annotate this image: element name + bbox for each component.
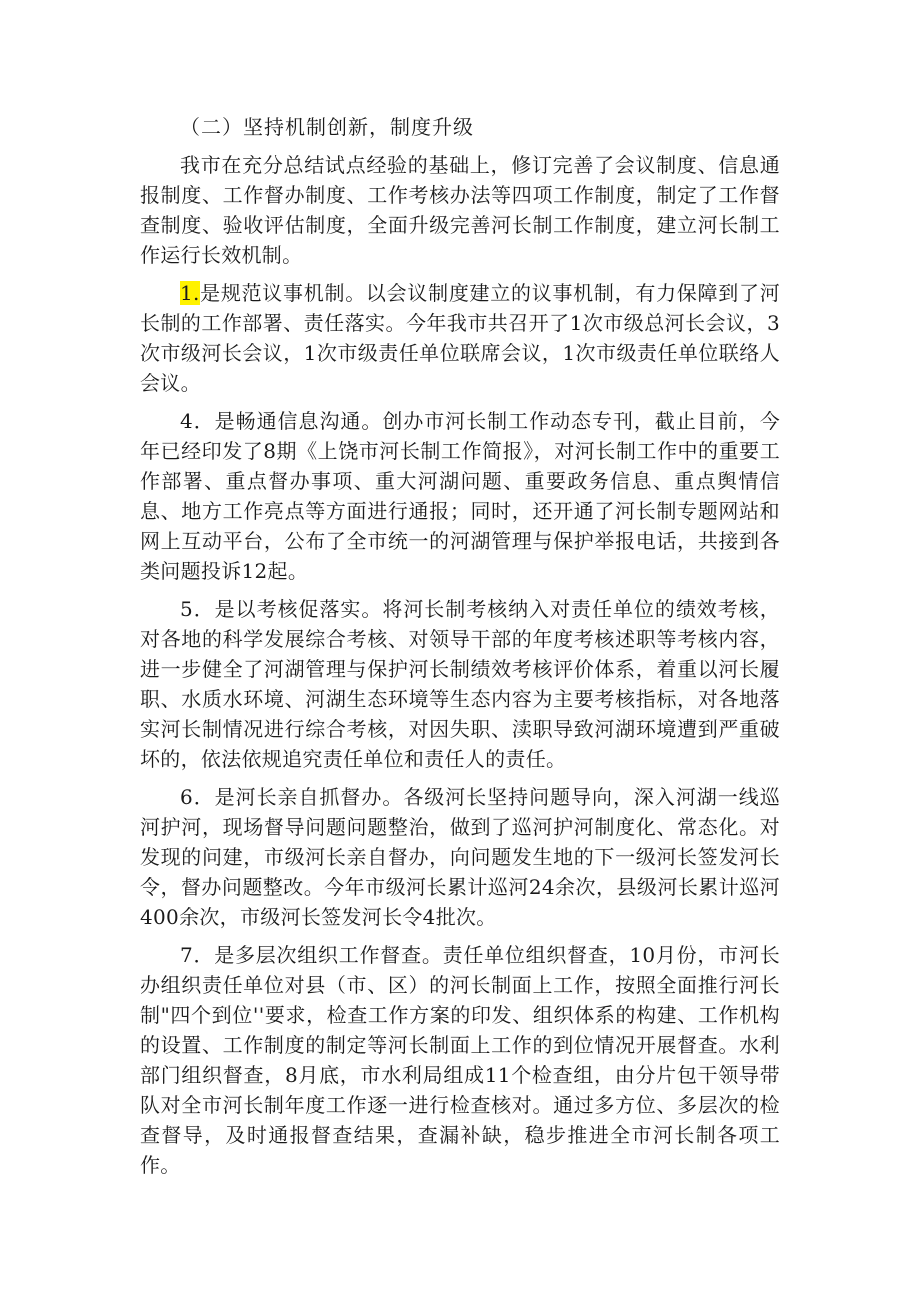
item-paragraph-1 [140,278,780,398]
item-number-6: 6． [180,785,215,809]
highlighted-item-number: 1. [180,281,200,305]
item-text-1: 是规范议事机制。以会议制度建立的议事机制，有力保障到了河长制的工作部署、责任落实。今年我市共召开了1次市级总河长会议，3次市级河长会议，1次市级责任单位联席会议，1次市级责任单位联络人会议。 [140,281,780,395]
item-paragraph-7 [140,940,780,1180]
item-number-4: 4． [180,409,215,433]
document-body [140,112,780,1188]
section-heading: （二）坚持机制创新，制度升级 [180,115,474,139]
item-text-7: 是多层次组织工作督查。责任单位组织督查，10月份，市河长办组织责任单位对县（市、区）的河长制面上工作，按照全面推行河长制"四个到位''要求，检查工作方案的印发、组织体系的构建、工作机构的设置、工作制度的制定等河长制面上工作的到位情况开展督查。水利部门组织督查，8月底，市水利局组成11个检查组，由分片包干领导带队对全市河长制年度工作逐一进行检查核对。通过多方位、多层次的检查督导，及时通报督查结果，查漏补缺，稳步推进全市河长制各项工作。 [140,943,780,1177]
intro-paragraph: 我市在充分总结试点经验的基础上，修订完善了会议制度、信息通报制度、工作督办制度、工作考核办法等四项工作制度，制定了工作督查制度、验收评估制度，全面升级完善河长制工作制度，建立河长制工作运行长效机制。 [140,153,780,267]
item-paragraph-6 [140,782,780,932]
item-paragraph-4 [140,406,780,586]
item-text-6: 是河长亲自抓督办。各级河长坚持问题导向，深入河湖一线巡河护河，现场督导问题问题整治，做到了巡河护河制度化、常态化。对发现的问建，市级河长亲自督办，向问题发生地的下一级河长签发河长令，督办问题整改。今年市级河长累计巡河24余次，县级河长累计巡河400余次，市级河长签发河长令4批次。 [140,785,780,929]
item-number-7: 7． [180,943,215,967]
item-number-5: 5． [180,597,215,621]
item-paragraph-5 [140,594,780,774]
item-text-4: 是畅通信息沟通。创办市河长制工作动态专刊，截止目前，今年已经印发了8期《上饶市河长制工作简报》，对河长制工作中的重要工作部署、重点督办事项、重大河湖问题、重要政务信息、重点舆情信息、地方工作亮点等方面进行通报；同时，还开通了河长制专题网站和网上互动平台，公布了全市统一的河湖管理与保护举报电话，共接到各类问题投诉12起。 [140,409,780,583]
item-text-5: 是以考核促落实。将河长制考核纳入对责任单位的绩效考核，对各地的科学发展综合考核、对领导干部的年度考核述职等考核内容，进一步健全了河湖管理与保护河长制绩效考核评价体系，着重以河长履职、水质水环境、河湖生态环境等生态内容为主要考核指标，对各地落实河长制情况进行综合考核，对因失职、渎职导致河湖环境遭到严重破坏的，依法依规追究责任单位和责任人的责任。 [140,597,780,771]
